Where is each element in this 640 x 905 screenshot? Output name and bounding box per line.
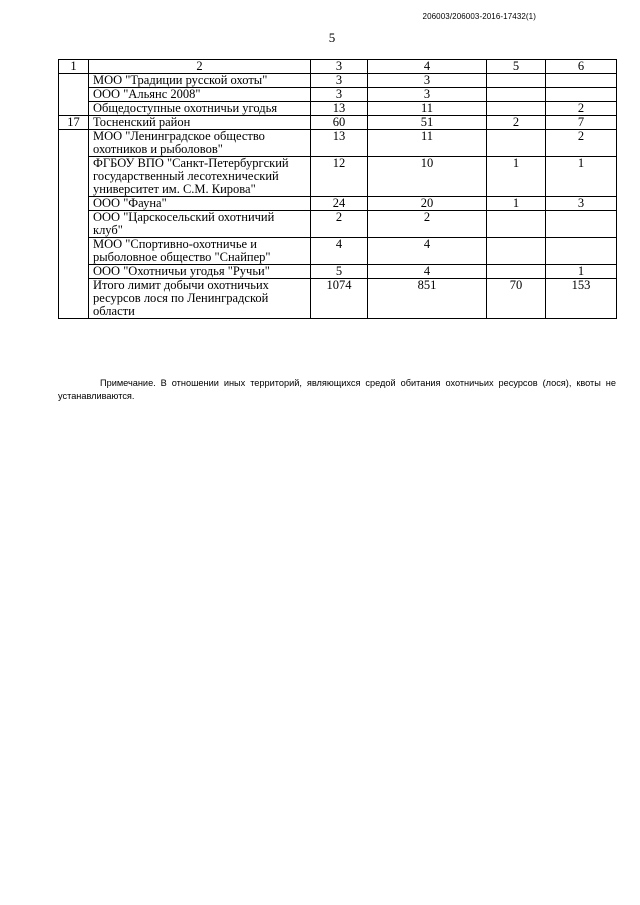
cell-col4: 3 [368,88,487,102]
cell-col4: 11 [368,130,487,157]
document-id: 206003/206003-2016-17432(1) [422,12,536,21]
total-col5: 70 [487,279,546,319]
cell-col3: 24 [311,197,368,211]
organization-name: Общедоступные охотничьи угодья [89,102,311,116]
row-number [59,130,89,319]
cell-col6: 2 [546,130,617,157]
column-header: 3 [311,60,368,74]
page-number: 5 [328,30,336,45]
cell-col5 [487,88,546,102]
footnote-text: Примечание. В отношении иных территорий, являющихся средой обитания охотничьих ресурсов (лося), квоты не устанавливаются. [58,378,616,401]
table-row [59,130,617,157]
table-row [59,265,617,279]
cell-col5 [487,238,546,265]
cell-col6 [546,88,617,102]
table-row [59,238,617,265]
organization-name: ФГБОУ ВПО "Санкт-Петербургский государственный лесотехнический университет им. С.М. Кирова" [89,157,311,197]
district-name: Тосненский район [89,116,311,130]
cell-col4: 51 [368,116,487,130]
table-row [59,102,617,116]
row-number [59,74,89,116]
organization-name: ООО "Охотничьи угодья "Ручьи" [89,265,311,279]
column-header: 1 [59,60,89,74]
cell-col4: 10 [368,157,487,197]
cell-col5 [487,74,546,88]
cell-col3: 60 [311,116,368,130]
cell-col4: 11 [368,102,487,116]
cell-col6: 1 [546,265,617,279]
table-row [59,88,617,102]
cell-col6: 7 [546,116,617,130]
cell-col3: 13 [311,102,368,116]
table-row [59,197,617,211]
table-header-row [59,60,617,74]
organization-name: МОО "Ленинградское общество охотников и рыболовов" [89,130,311,157]
column-header: 6 [546,60,617,74]
organization-name: ООО "Фауна" [89,197,311,211]
column-header: 5 [487,60,546,74]
table-row [59,74,617,88]
column-header: 4 [368,60,487,74]
cell-col5 [487,102,546,116]
total-col3: 1074 [311,279,368,319]
table-row [59,116,617,130]
cell-col3: 13 [311,130,368,157]
cell-col4: 2 [368,211,487,238]
total-col6: 153 [546,279,617,319]
cell-col5 [487,265,546,279]
cell-col6 [546,211,617,238]
cell-col6: 1 [546,157,617,197]
cell-col3: 3 [311,88,368,102]
organization-name: МОО "Спортивно-охотничье и рыболовное общество "Снайпер" [89,238,311,265]
cell-col4: 20 [368,197,487,211]
cell-col5 [487,211,546,238]
organization-name: ООО "Царскосельский охотничий клуб" [89,211,311,238]
cell-col3: 4 [311,238,368,265]
footnote [58,377,616,403]
cell-col6: 2 [546,102,617,116]
cell-col3: 12 [311,157,368,197]
organization-name: ООО "Альянс 2008" [89,88,311,102]
cell-col3: 5 [311,265,368,279]
table-row [59,211,617,238]
cell-col4: 4 [368,238,487,265]
cell-col3: 3 [311,74,368,88]
cell-col6: 3 [546,197,617,211]
cell-col4: 3 [368,74,487,88]
total-col4: 851 [368,279,487,319]
row-number: 17 [59,116,89,130]
cell-col3: 2 [311,211,368,238]
cell-col5: 2 [487,116,546,130]
table-row [59,157,617,197]
cell-col5: 1 [487,197,546,211]
cell-col4: 4 [368,265,487,279]
cell-col5 [487,130,546,157]
cell-col5: 1 [487,157,546,197]
column-header: 2 [89,60,311,74]
table-total-row [59,279,617,319]
moose-limits-table [58,59,617,319]
cell-col6 [546,238,617,265]
organization-name: МОО "Традиции русской охоты" [89,74,311,88]
total-label: Итого лимит добычи охотничьих ресурсов лося по Ленинградской области [89,279,311,319]
cell-col6 [546,74,617,88]
